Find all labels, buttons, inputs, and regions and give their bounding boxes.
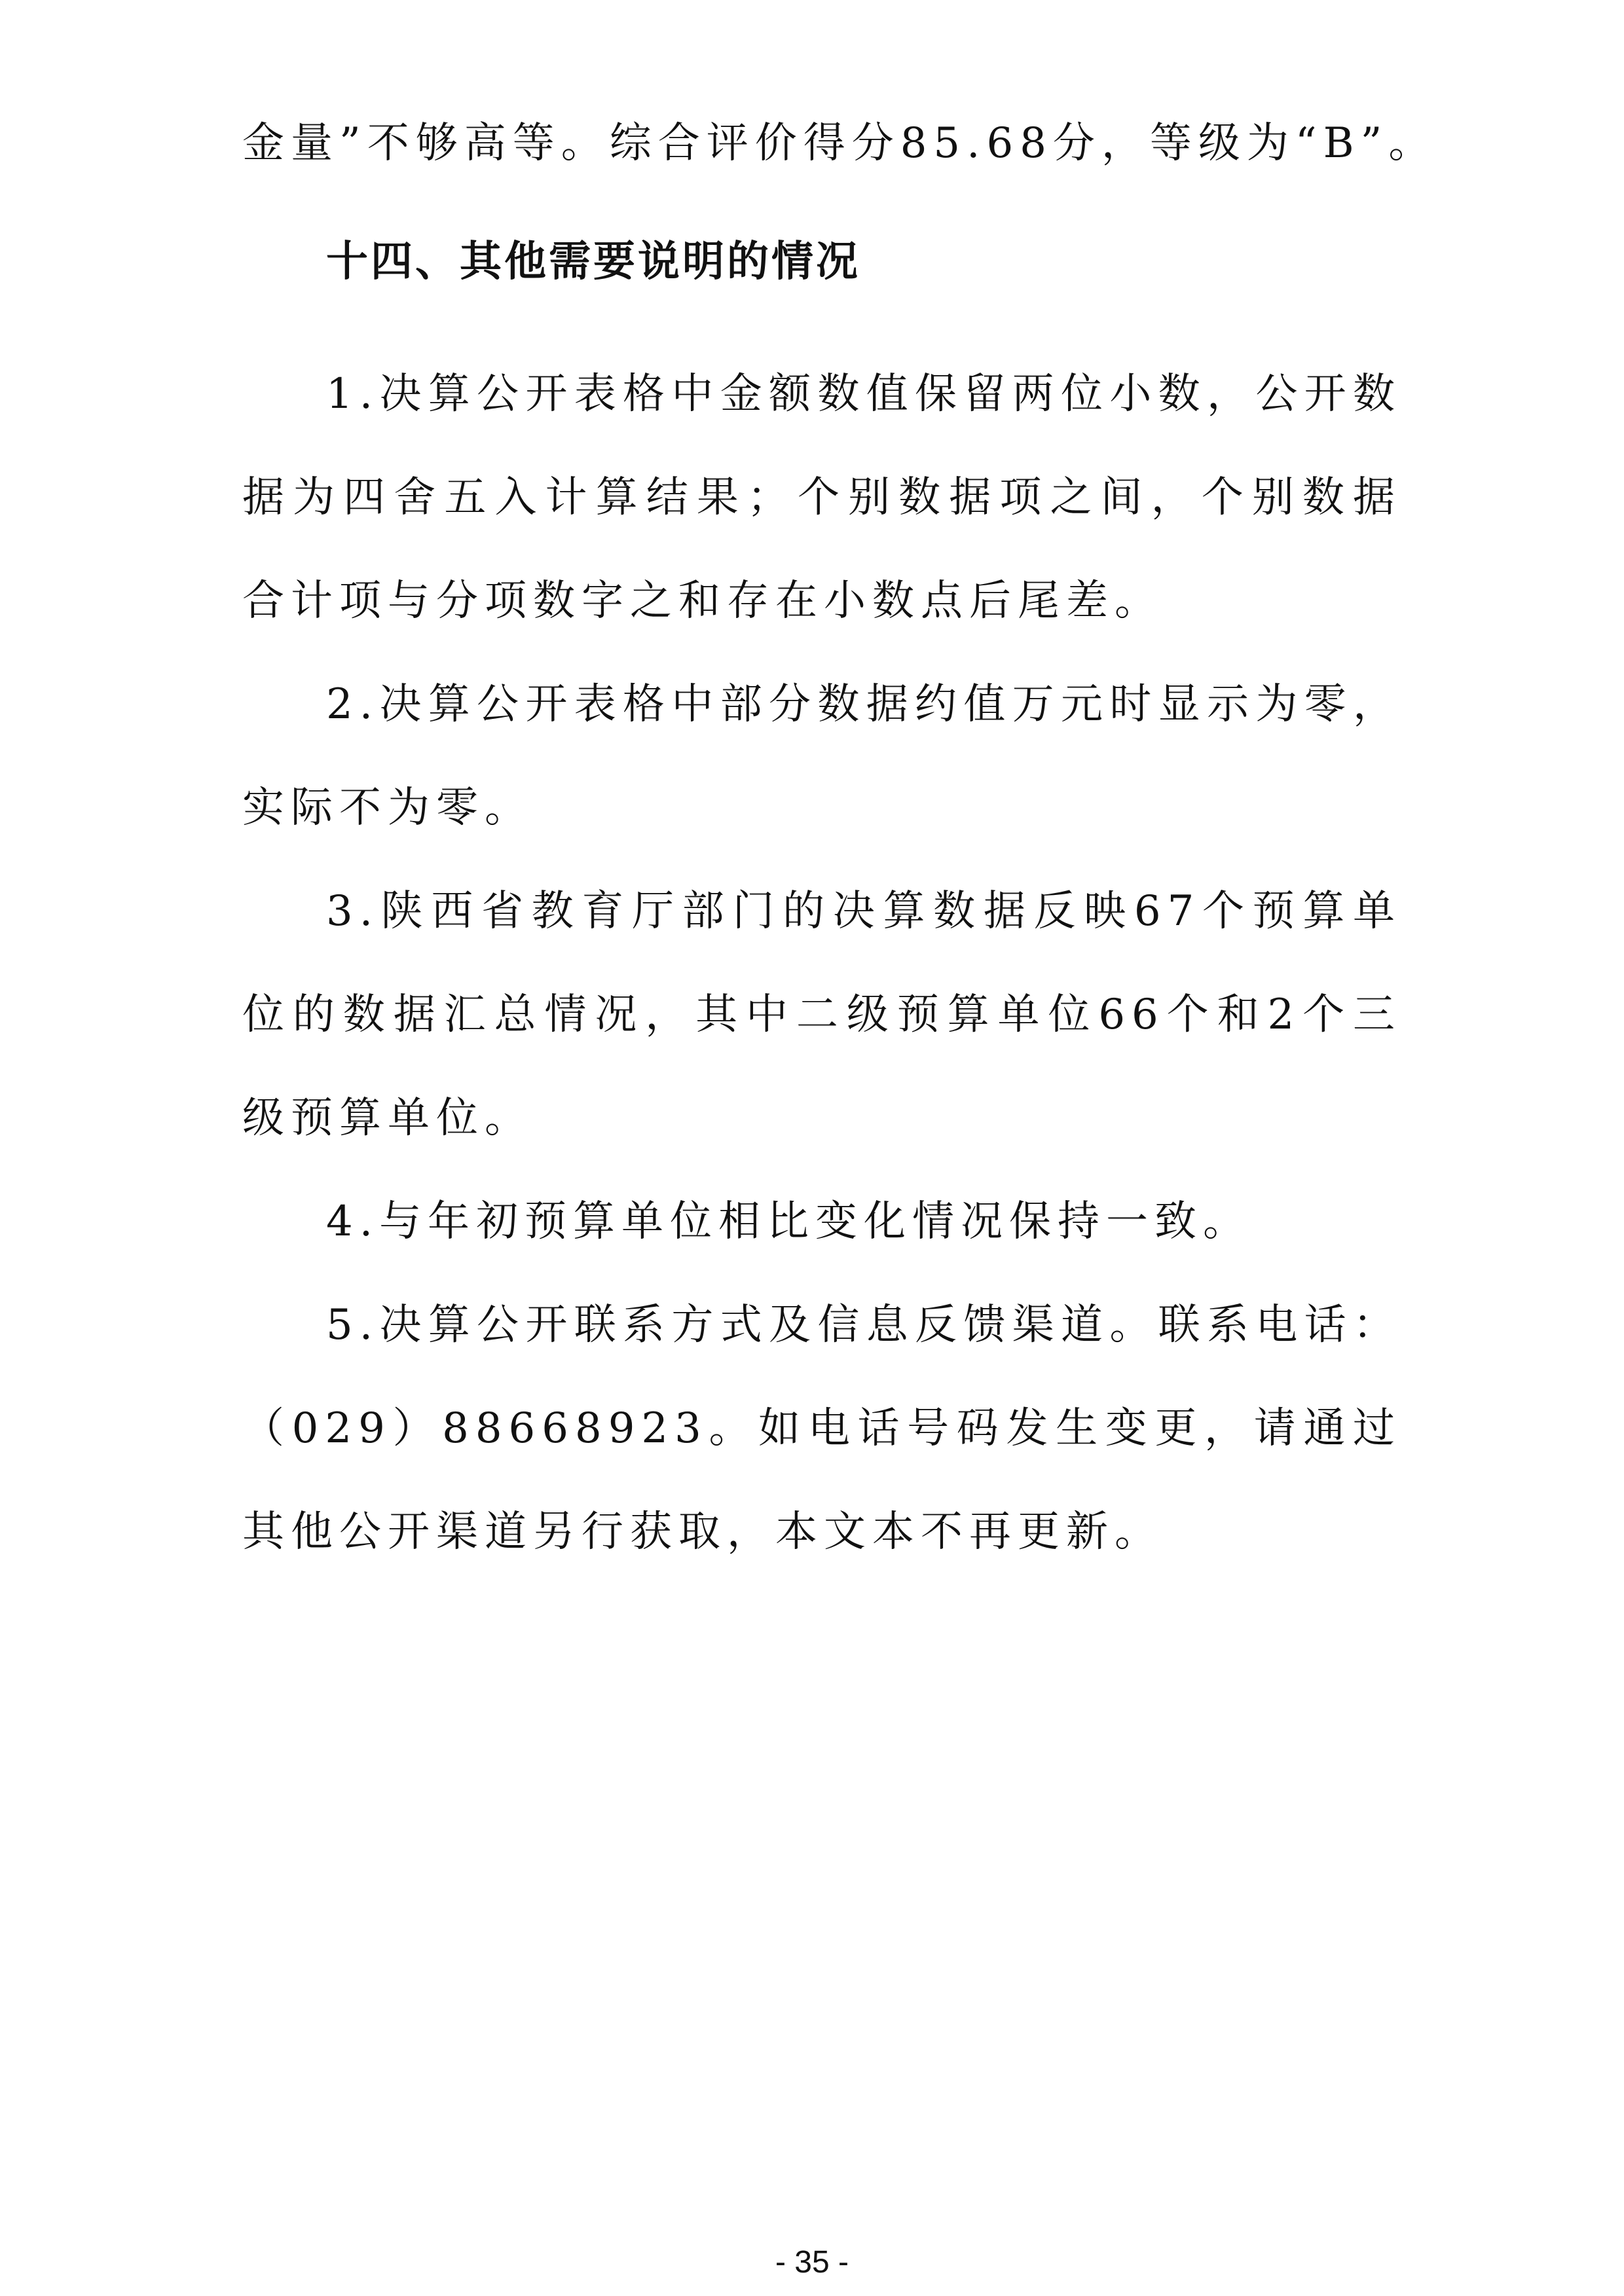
continuation-line: 金量”不够高等。综合评价得分85.68分，等级为“B”。 [242,119,1437,168]
note-paragraph-2: 2.决算公开表格中部分数据约值万元时显示为零，实际不为零。 [242,680,1401,832]
notes-list [242,342,1401,1584]
note-paragraph-3: 3.陕西省教育厅部门的决算数据反映67个预算单位的数据汇总情况，其中二级预算单位66个和2个三级预算单位。 [242,887,1401,1142]
page-number: - 35 - [775,2245,849,2280]
note-paragraph-4: 4.与年初预算单位相比变化情况保持一致。 [326,1197,1252,1246]
section-heading: 十四、其他需要说明的情况 [326,238,860,286]
continuation-text [242,92,1437,195]
note-paragraph-1: 1.决算公开表格中金额数值保留两位小数，公开数据为四舍五入计算结果；个别数据项之间，个别数据合计项与分项数字之和存在小数点后尾差。 [242,370,1401,625]
note-paragraph-5: 5.决算公开联系方式及信息反馈渠道。联系电话：（029）88668923。如电话号码发生变更，请通过其他公开渠道另行获取，本文本不再更新。 [242,1301,1401,1556]
